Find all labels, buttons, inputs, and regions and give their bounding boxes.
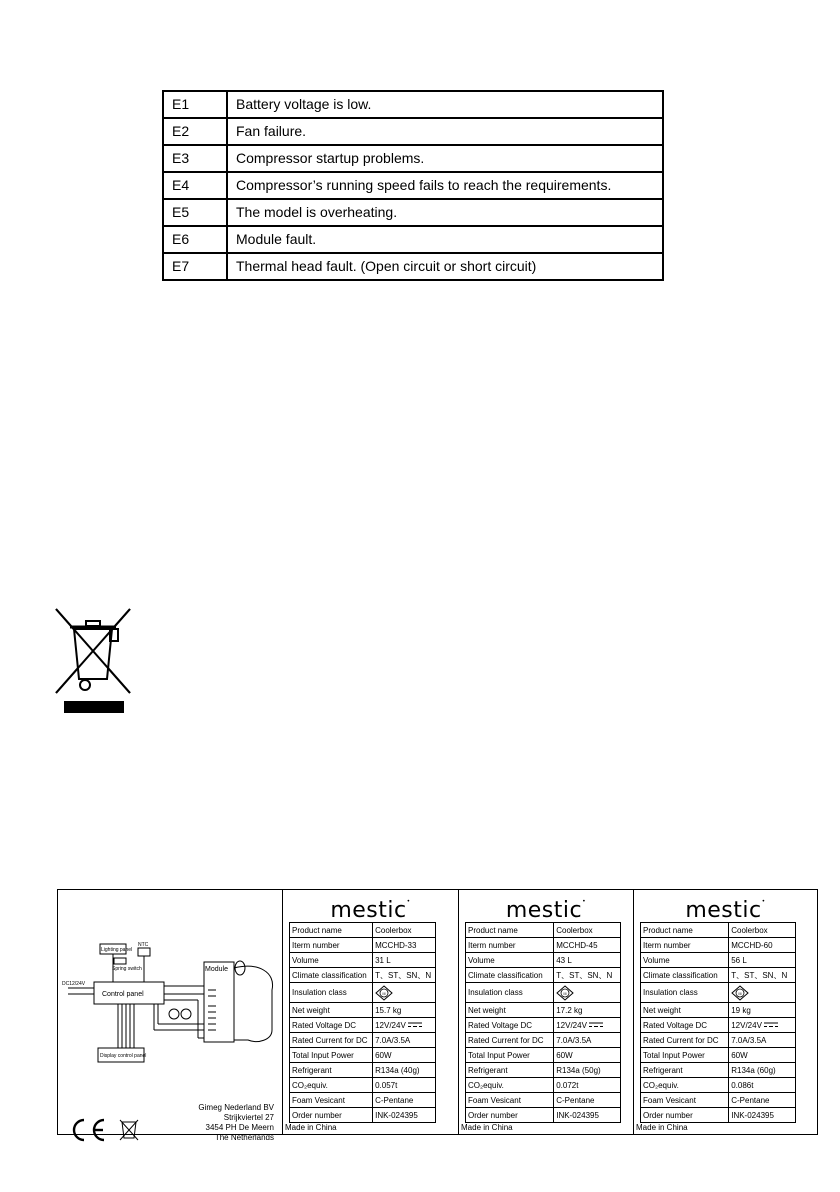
spec-value: 7.0A/3.5A xyxy=(729,1033,796,1048)
error-code: E7 xyxy=(163,253,227,280)
brand-mark: • xyxy=(582,898,587,905)
spec-value: R134a (40g) xyxy=(373,1063,436,1078)
spec-key: Iterm number xyxy=(641,938,729,953)
spec-row xyxy=(290,1018,436,1033)
spec-row xyxy=(290,938,436,953)
spec-key: Rated Current for DC xyxy=(641,1033,729,1048)
spec-value-text: 12V/24V xyxy=(375,1020,406,1030)
brand-mark: • xyxy=(761,898,766,905)
brand-mark: • xyxy=(406,898,411,905)
spec-row xyxy=(466,1078,621,1093)
error-code: E3 xyxy=(163,145,227,172)
error-code: E5 xyxy=(163,199,227,226)
spec-row xyxy=(466,1093,621,1108)
spec-row xyxy=(466,1108,621,1123)
spec-key: Order number xyxy=(290,1108,373,1123)
error-code: E4 xyxy=(163,172,227,199)
spec-key: Insulation class xyxy=(641,983,729,1003)
spec-row xyxy=(466,938,621,953)
spec-row xyxy=(641,983,796,1003)
spec-key: Net weight xyxy=(290,1003,373,1018)
spec-row xyxy=(641,938,796,953)
error-code: E1 xyxy=(163,91,227,118)
spec-value xyxy=(373,1018,436,1033)
spec-key: Total Input Power xyxy=(466,1048,554,1063)
spec-value: 60W xyxy=(554,1048,621,1063)
spec-value: T、ST、SN、N xyxy=(729,968,796,983)
spec-row xyxy=(466,1003,621,1018)
spec-row xyxy=(466,923,621,938)
spec-key: Climate classification xyxy=(466,968,554,983)
spec-row xyxy=(641,1048,796,1063)
spec-key: Rated Current for DC xyxy=(290,1033,373,1048)
spec-row xyxy=(641,1003,796,1018)
spec-key: CO₂equiv. xyxy=(466,1078,554,1093)
spec-row xyxy=(641,923,796,938)
spec-value xyxy=(729,1018,796,1033)
spec-row xyxy=(290,953,436,968)
spec-row xyxy=(641,968,796,983)
spec-value: Coolerbox xyxy=(554,923,621,938)
spec-row xyxy=(641,953,796,968)
spec-value: INK-024395 xyxy=(729,1108,796,1123)
error-row xyxy=(163,145,663,172)
spec-row xyxy=(641,1033,796,1048)
spec-key: Order number xyxy=(466,1108,554,1123)
spec-table xyxy=(289,922,436,1123)
spec-table xyxy=(465,922,621,1123)
brand-logo xyxy=(283,898,458,923)
address-line: Strijkviertel 27 xyxy=(223,1113,274,1122)
spec-value: R134a (60g) xyxy=(729,1063,796,1078)
wiring-label-control-panel: Control panel xyxy=(102,991,144,998)
spec-value: 60W xyxy=(373,1048,436,1063)
error-row xyxy=(163,172,663,199)
error-row xyxy=(163,91,663,118)
spec-key: Foam Vesicant xyxy=(466,1093,554,1108)
spec-row xyxy=(290,1003,436,1018)
spec-key: Insulation class xyxy=(466,983,554,1003)
spec-key: Volume xyxy=(290,953,373,968)
svg-text:III: III xyxy=(738,990,742,996)
error-description: Module fault. xyxy=(227,226,663,253)
error-description: Compressor’s running speed fails to reach the requirements. xyxy=(227,172,663,199)
wiring-label-lighting-panel: Lighting panel xyxy=(101,947,133,953)
spec-key: Rated Current for DC xyxy=(466,1033,554,1048)
svg-text:III: III xyxy=(382,990,386,996)
spec-key: Climate classification xyxy=(641,968,729,983)
spec-key: Iterm number xyxy=(290,938,373,953)
spec-key: Product name xyxy=(641,923,729,938)
spec-value: R134a (50g) xyxy=(554,1063,621,1078)
address-line: Gimeg Nederland BV xyxy=(198,1103,274,1112)
wiring-label-display-panel: Display control panel xyxy=(100,1053,147,1059)
error-code: E2 xyxy=(163,118,227,145)
wiring-label-module: Module xyxy=(205,966,228,973)
insulation-class-icon xyxy=(729,983,796,1003)
error-row xyxy=(163,226,663,253)
spec-key: Rated Voltage DC xyxy=(466,1018,554,1033)
brand-logo xyxy=(634,898,817,923)
spec-key: Product name xyxy=(466,923,554,938)
spec-row xyxy=(290,923,436,938)
spec-key: Refrigerant xyxy=(466,1063,554,1078)
spec-value: C-Pentane xyxy=(554,1093,621,1108)
spec-value-text: 12V/24V xyxy=(556,1020,587,1030)
spec-row xyxy=(290,1108,436,1123)
spec-key: Net weight xyxy=(466,1003,554,1018)
error-description: Thermal head fault. (Open circuit or short circuit) xyxy=(227,253,663,280)
spec-table xyxy=(640,922,796,1123)
wiring-diagram xyxy=(58,890,283,1142)
spec-key: Product name xyxy=(290,923,373,938)
spec-row xyxy=(290,1063,436,1078)
spec-value: 60W xyxy=(729,1048,796,1063)
spec-value: MCCHD-33 xyxy=(373,938,436,953)
brand-logo xyxy=(459,898,633,923)
error-code-table xyxy=(162,90,664,281)
spec-key: Refrigerant xyxy=(641,1063,729,1078)
error-description: Compressor startup problems. xyxy=(227,145,663,172)
spec-key: CO₂equiv. xyxy=(641,1078,729,1093)
insulation-class-icon xyxy=(373,983,436,1003)
weee-bar xyxy=(64,701,124,713)
spec-value: T、ST、SN、N xyxy=(373,968,436,983)
spec-row xyxy=(290,1093,436,1108)
spec-value: C-Pentane xyxy=(729,1093,796,1108)
spec-key: Volume xyxy=(466,953,554,968)
weee-bin-icon xyxy=(52,607,134,713)
country-of-origin: Made in China xyxy=(285,1123,337,1132)
error-code: E6 xyxy=(163,226,227,253)
spec-value: Coolerbox xyxy=(373,923,436,938)
error-row xyxy=(163,118,663,145)
spec-value-text: 12V/24V xyxy=(731,1020,762,1030)
dc-symbol-icon xyxy=(406,1021,422,1030)
spec-key: Insulation class xyxy=(290,983,373,1003)
spec-key: Rated Voltage DC xyxy=(641,1018,729,1033)
spec-row xyxy=(290,1078,436,1093)
spec-row xyxy=(290,1033,436,1048)
rating-label-33 xyxy=(283,890,459,1134)
wiring-label-spring-switch: Spring switch xyxy=(112,966,142,972)
spec-row xyxy=(641,1078,796,1093)
spec-key: Net weight xyxy=(641,1003,729,1018)
spec-key: Foam Vesicant xyxy=(641,1093,729,1108)
spec-value: 7.0A/3.5A xyxy=(554,1033,621,1048)
spec-row xyxy=(466,983,621,1003)
error-row xyxy=(163,199,663,226)
spec-row xyxy=(641,1063,796,1078)
wiring-label-dc-in: DC12/24V xyxy=(62,981,86,987)
spec-value: T、ST、SN、N xyxy=(554,968,621,983)
spec-row xyxy=(290,1048,436,1063)
spec-value xyxy=(554,1018,621,1033)
spec-value: 15.7 kg xyxy=(373,1003,436,1018)
svg-text:III: III xyxy=(563,990,567,996)
country-of-origin: Made in China xyxy=(636,1123,688,1132)
spec-key: Rated Voltage DC xyxy=(290,1018,373,1033)
spec-row xyxy=(466,1048,621,1063)
spec-value: 0.072t xyxy=(554,1078,621,1093)
manufacturer-address xyxy=(198,1103,274,1143)
insulation-class-icon xyxy=(554,983,621,1003)
brand-name: mestic xyxy=(505,898,583,923)
error-description: The model is overheating. xyxy=(227,199,663,226)
spec-key: CO₂equiv. xyxy=(290,1078,373,1093)
spec-row xyxy=(641,1093,796,1108)
spec-row xyxy=(641,1018,796,1033)
spec-row xyxy=(466,1063,621,1078)
dc-symbol-icon xyxy=(762,1021,778,1030)
spec-value: MCCHD-45 xyxy=(554,938,621,953)
country-of-origin: Made in China xyxy=(461,1123,513,1132)
error-row xyxy=(163,253,663,280)
spec-value: Coolerbox xyxy=(729,923,796,938)
spec-value: MCCHD-60 xyxy=(729,938,796,953)
rating-label-45 xyxy=(459,890,634,1134)
wiring-label-ntc: NTC xyxy=(138,942,149,948)
spec-key: Total Input Power xyxy=(641,1048,729,1063)
rating-label-strip xyxy=(57,889,818,1142)
spec-value: 19 kg xyxy=(729,1003,796,1018)
spec-key: Volume xyxy=(641,953,729,968)
spec-row xyxy=(641,1108,796,1123)
spec-row xyxy=(466,1033,621,1048)
spec-key: Foam Vesicant xyxy=(290,1093,373,1108)
error-description: Battery voltage is low. xyxy=(227,91,663,118)
spec-value: 0.086t xyxy=(729,1078,796,1093)
spec-value: INK-024395 xyxy=(554,1108,621,1123)
spec-key: Refrigerant xyxy=(290,1063,373,1078)
spec-key: Total Input Power xyxy=(290,1048,373,1063)
spec-row xyxy=(466,1018,621,1033)
spec-row xyxy=(290,983,436,1003)
spec-value: 0.057t xyxy=(373,1078,436,1093)
spec-value: 43 L xyxy=(554,953,621,968)
brand-name: mestic xyxy=(685,898,762,923)
address-line: 3454 PH De Meern xyxy=(205,1123,274,1132)
spec-value: 7.0A/3.5A xyxy=(373,1033,436,1048)
spec-row xyxy=(290,968,436,983)
spec-value: 31 L xyxy=(373,953,436,968)
brand-name: mestic xyxy=(330,898,407,923)
spec-value: 17.2 kg xyxy=(554,1003,621,1018)
spec-value: 56 L xyxy=(729,953,796,968)
ce-mark-icon xyxy=(70,1116,150,1144)
spec-key: Iterm number xyxy=(466,938,554,953)
dc-symbol-icon xyxy=(587,1021,603,1030)
spec-row xyxy=(466,968,621,983)
spec-key: Order number xyxy=(641,1108,729,1123)
spec-key: Climate classification xyxy=(290,968,373,983)
spec-row xyxy=(466,953,621,968)
spec-value: INK-024395 xyxy=(373,1108,436,1123)
address-line: The Netherlands xyxy=(214,1133,274,1142)
error-description: Fan failure. xyxy=(227,118,663,145)
spec-value: C-Pentane xyxy=(373,1093,436,1108)
rating-label-60 xyxy=(634,890,817,1134)
